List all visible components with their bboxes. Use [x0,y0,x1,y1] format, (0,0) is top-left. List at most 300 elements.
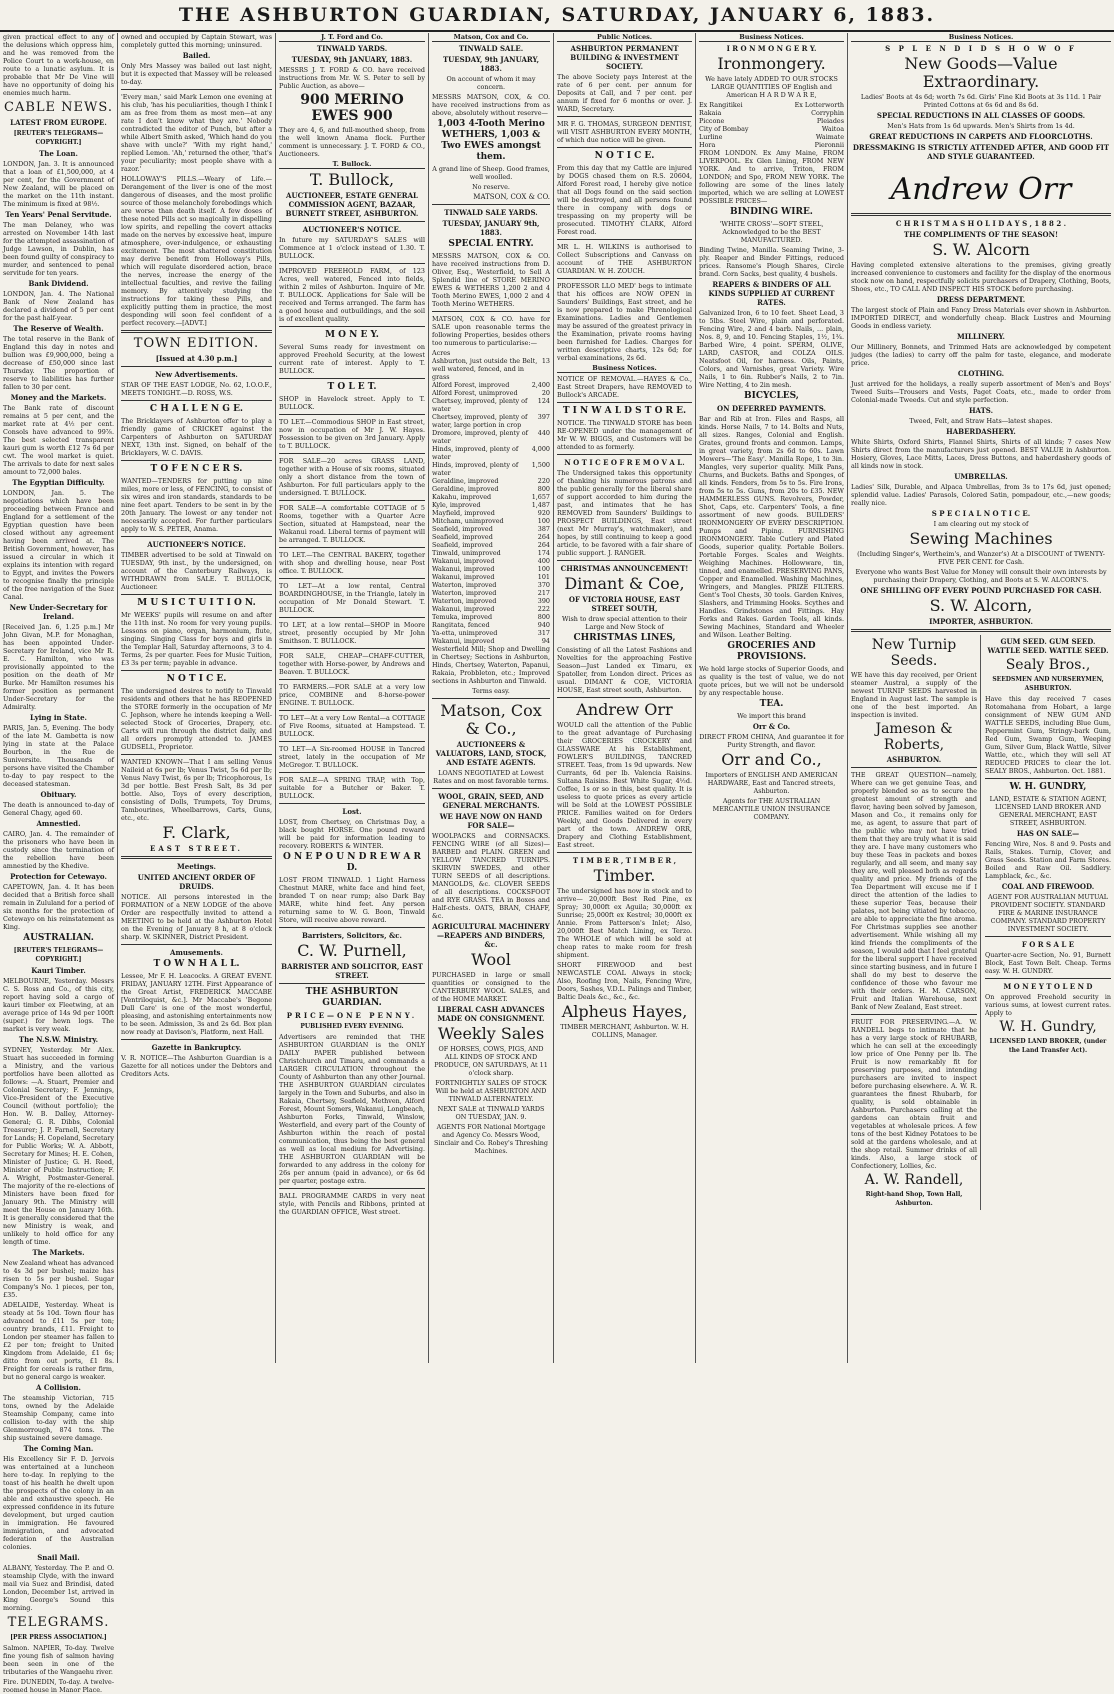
article-heading: New Under-Secretary for Ireland. [9,603,108,621]
advertisement-text: Everyone who wants Best Value for Money will consult their own interests by purchasing their Drapery, Clothing, and Boots at S. W. ALCORN'S. [855,568,1107,584]
advertisement-text: Having completed extensive alterations to the premises, giving greatly increased convenience to customers and facility for the display of the enormous stock now on hand, respectfully solicits purchasers of Drapery, Clothing, Boots, Shoes, etc., TO CALL AND INSPECT HIS STOCK before purchasing. [851,261,1111,293]
divider [557,116,692,117]
signature-text: Andrew Orr [890,172,1072,207]
credit-line: [REUTER'S TELEGRAMS—COPYRIGHT.] [13,947,104,963]
advertisement-text: Importers of ENGLISH AND AMERICAN HARDWARE, East and Tancred streets, Ashburton. [705,771,838,795]
ad-subtitle: LICENSED LAND BROKER, (under the Land Transfer Act). [989,1038,1107,1054]
column-town-edition [118,33,276,1363]
advertisement-text: FOR SALE—20 acres GRASS LAND, together with a House of six rooms, situated only a short distance from the town of Ashburton. For full particulars apply to the undersigned. T. BULLOCK. [279,457,425,497]
divider [121,330,272,333]
advertisement-text: LOANS NEGOTIATED at Lowest Rates and on most favorable terms. [433,769,549,785]
advertisement-text: PROFESSOR LLO MED' begs to intimate that his offices are NOW OPEN in Saunders' Buildings, East street, and he is now prepared to make Phrenological Examinations. Ladies and Gentlemen may be assured of the greatest privacy in the Examination, private rooms having been furnished for Ladies. Charges for written descriptive charts, 12s 6d; for verbal examinations, 2s 6d. [557,282,692,362]
ad-heading: WOOL, GRAIN, SEED, AND GENERAL MERCHANTS. [438,792,544,810]
divider [279,326,425,327]
article-text: The total reserve in the Bank of England this day in notes and bullion was £9,900,000, being a decrease of £50,000 since last Thursday. The proportion of reserve to liabilities has further fallen to 30 per cent. [3,335,114,391]
article-text: LONDON, Jan. 4. The National Bank of New Zealand has declared a dividend of 5 per cent for the past half-year. [3,290,114,322]
divider [121,460,272,461]
advertisement-text: We hold large stocks of Superior Goods, and as quality is the test of value, we do not quote prices, but we will not be undersold by any respectable house. [699,665,844,697]
article-heading: The Reserve of Wealth. [13,324,104,333]
list-item: Dromore, improved, plenty of water 440 [432,429,550,445]
ad-date: TUESDAY, JANUARY 9th, 1883. [442,219,540,237]
advertisement-text: V. R. NOTICE—The Ashburton Guardian is a Gazette for all notices under the Debtors and Creditors Acts. [121,1054,272,1078]
article-heading: The Markets. [32,1248,85,1257]
advertisement-text: Westerfield Mill; Shop and Dwelling in Chertsey; Sections in Ashburton, Hinds, Chertsey, Waterton, Papanui, Rakaia, Probbleton, etc.; Improved sections in Ashburton and Tinwald. [432,645,550,685]
divider [557,454,692,455]
ad-subtitle: PUBLISHED EVERY EVENING. [300,1023,404,1030]
list-item: Tinwald, unimproved 174 [432,549,550,557]
ad-subtitle: THE COMPLIMENTS OF THE SEASON! [903,230,1059,239]
section-heading: TELEGRAMS. [7,1615,110,1630]
article-text: His Excellency Sir F. D. Jervois was entertained at a luncheon here to-day. In replying to the toast of his health he dwelt upon the prospects of the colony in an able and exhaustive speech. He expressed confidence in its future development, but urged caution in immigration. He favoured immigration, and advocated federation of the Australian colonies. [3,1455,114,1551]
advertisement-text: FOR SALE, CHEAP—CHAFF-CUTTER, together with Horse-power, by Andrews and Beaven. T. BULLOCK. [279,652,425,676]
article-heading: The Loan. [39,149,78,158]
advertisement-text: TIMBER MERCHANT, Ashburton. W. H. COLLINS, Manager. [560,1023,689,1039]
divider [985,978,1111,979]
ad-name: W. H. Gundry, [999,1019,1097,1035]
advertisement-text: 'WHITE CROSS'—SOFT STEEL, Acknowledged to be the BEST MANUFACTURED. [719,220,824,244]
advertisement-text: Ladies' Boots at 4s 6d; worth 7s 6d. Girls' Fine Kid Boots at 3s 11d. 1 Pair Printed Cottons at 6s 6d and 8s 6d. [860,93,1102,109]
article-text: The Bank rate of discount remains at 5 per cent, and the market rate at 4½ per cent. Consols have advanced to 99⅞. The best selected transparent kauri gum is worth £12 7s 6d per cwt. The wool market is quiet. The arrivals to date for next sales amount to 72,000 bales. [3,404,114,476]
ad-name: Dimant & Coe, [564,574,685,593]
advertisement-text: Several Sums ready for investment on approved Freehold Security, at the lowest current rate of interest. Apply to T. BULLOCK. [279,343,425,375]
ad-name: S. W. Alcorn [932,240,1030,259]
advertisement-text: The undersigned desires to notify to Tinwald residents and others that he has REOPENED the STORE formerly in the occupation of Mr C. Jephson, where he intends keeping a Well-selected Stock of Groceries, Drapery, etc. Carts will run through the district daily, and all orders promptly attended to. JAMES GUDSELL, Proprietor. [121,687,272,751]
advertisement-text: Have this day received 7 cases Rotomahana from Hobart, a large consignment of NEW GUM AND WATTLE SEEDS, including Blue Gum, Peppermint Gum, Stringy-bark Gum, Red Gum, Swamp Gum, Weeping Gum, Silver Gum, Black Wattle, Silver Wattle, etc., which they will sell AT REDUCED PRICES to clear the lot. SEALY BROS., Ashburton. Oct. 1881. [985,695,1111,775]
ad-heading: HATS. [968,406,994,415]
article-text: Fire. DUNEDIN, To-day. A twelve-roomed house in Manor Place. [3,1678,114,1694]
article-heading: Bailed. [182,51,211,60]
advertisement-text: NOTICE. All persons interested in the FORMATION of a NEW LODGE of the above Order are respectfully invited to attend a MEETING to be held at the Ashburton Hotel on the Evening of January 8 h, at 8 o'clock sharp. W. SKINNER, District President. [121,893,272,941]
advertisement-text: From this day that my Cattle are injured by DOGS chased them on R.S. 20604, Alford Forest road, I hereby give notice that all Dogs found on the said section will be destroyed, and all persons found there in company with dogs or trespassing on my property will be prosecuted. TIMOTHY CLARK, Alford Forest road. [557,164,692,236]
ad-name: Jameson & Roberts, [875,721,953,753]
ad-date: TUESDAY, 9th JANUARY, 1883. [291,55,413,64]
ad-date: TUESDAY, 9th JANUARY, 1883. [442,55,540,73]
section-heading: CABLE NEWS. [4,100,113,115]
ad-name: New Turnip Seeds. [871,637,957,669]
article-intro: given practical effect to any of the delusions which oppress him, and he was removed from the Police Court to a work-house, en route to a lunatic asylum. It is probable that Mr De Vine will have no opportunity of doing his enemies much harm. [3,33,114,97]
advertisement-text: LAND, ESTATE & STATION AGENT, LICENSED LAND BROKER AND GENERAL MERCHANT, EAST STREET, ASHBURTON. [989,795,1107,827]
advertisement-text: PURCHASED in large or small quantities or consigned to the CANTERBURY WOOL SALES, and of the HOME MARKET. [432,971,550,1003]
article-text: Only Mrs Massey was bailed out last night, but it is expected that Massey will be released to-day. [121,62,272,86]
divider [121,536,272,537]
ad-column-right [985,635,1111,1210]
ad-heading: HABERDASHERY. [946,427,1016,436]
ad-heading: UNITED ANCIENT ORDER OF DRUIDS. [137,873,256,891]
divider [279,983,425,984]
list-item: Seafield, improved 387 [432,525,550,533]
advertisement-text: Wish to draw special attention to their Large and New Stock of [562,615,687,631]
divider [851,629,1111,632]
ad-name: Timber. [593,866,656,885]
ad-subtitle: OF VICTORIA HOUSE, EAST STREET SOUTH, [568,595,681,613]
divider [279,221,425,222]
article-text: 'Every man,' said Mark Lemon one evening at his club, 'has his peculiarities, though I think I am as free from them as most men—at any rate I don't know what they are.' Nobody contradicted the editor of Punch, but after a while Albert Smith asked, 'Which hand do you shave with uncle?' 'With my right hand,' replied Lemon. 'Ah,' returned the other, 'that's your peculiarity; most people shave with a razor.' [121,93,273,173]
section-heading: Meetings. [177,862,216,871]
advertisement-text: LOST, from Chertsey, on Christmas Day, a black bought HORSE. One pound reward will be paid for information leading to recovery. ROBERTS & WINTER. [279,818,425,850]
advertisement-text: (Including Singer's, Wertheim's, and Wanzer's) At a DISCOUNT of TWENTY-FIVE PER CENT. for Cash. [857,550,1105,566]
ad-heading: CLOTHING. [957,369,1005,378]
list-item: Ex Rangitikei Ex Lotterworth [699,101,844,109]
advertisement-text: MATSON, COX & CO. have for SALE upon reasonable terms the following Properties, besides others too numerous to particularise:— [432,315,550,347]
ad-price: PRICE—ONE PENNY. [286,1011,418,1020]
advertisement-text: Galvanized Iron, 6 to 10 feet. Sheet Lead, 3 to 5lbs. Steel Wire, plain and perforated. Fencing Wire, 2 and 4 barb. Nails, ... plain, Nos. 8, 9, and 10. Fencing Staples, 1½, 1¾. Barbed Wire, 4 point. SPERM, OLIVE, LARD, CASTOR, and COLZA OILS. Neatsfoot Oil, for harness. Oils, Paints, Colors, and Varnishes, great Variety. Wire Nails, 1 to 6in. Rubber's Nails, 2 to 7in. Wire Netting, 4 to 2in mesh. [699,309,844,389]
list-item: Geraldine, improved 800 [432,485,550,493]
advertisement-text: TO LET—A Six-roomed HOUSE in Tancred street, lately in the occupation of Mr McGregor. T. BULLOCK. [279,745,425,769]
ad-highlight: CHRISTMAS LINES, [573,633,676,643]
ship-list [699,101,844,149]
ad-name: Weekly Sales [437,1024,545,1043]
ad-heading: GREAT REDUCTIONS IN CARPETS AND FLOORCLOTHS. [869,132,1093,141]
ad-heading: DRESSMAKING IS STRICTLY ATTENDED AFTER, AND GOOD FIT AND STYLE GUARANTEED. [852,143,1110,161]
article-text: LONDON, Jan. 3. It is announced that a loan of £1,500,000, at 4 per cent, for the Government of New Zealand, will be placed on the market on the 11th instant. The minimum is fixed at 98½. [3,160,114,208]
divider [279,803,425,804]
list-item: Rangitata, fenced 940 [432,621,550,629]
divider [121,670,272,671]
article-text: LONDON, Jan. 5. The negotiations which have been proceeding between France and England for a settlement of the Egyptian question have been closed without any agreement having been arrived at. The British Government, however, has issued a circular in which it explains its intention with regard to Egypt, and invites the Powers to recognise finally the principle of the free navigation of the Suez Canal. [3,489,114,601]
divider [279,1188,425,1189]
ad-subtitle: AUCTIONEERS & VALUATORS, LAND, STOCK, AND ESTATE AGENTS. [435,740,547,767]
article-heading: Protection for Cetewayo. [10,872,107,881]
advertisement-text: The largest stock of Plain and Fancy Dress Materials ever shown in Ashburton. IMPORTED DIRECT, and wonderfully cheap. Black Lustres and Mourning Goods in endless variety. [851,306,1111,330]
list-item: Chertsey, improved, plenty of water 124 [432,397,550,413]
divider [985,778,1111,779]
advertisement-text: A grand line of Sheep. Good frames, well woolled. [432,165,550,181]
ad-subtitle: BARRISTER AND SOLICITOR, EAST STREET. [281,962,423,980]
divider [985,936,1111,937]
section-heading: Barristers, Solicitors, &c. [301,931,402,940]
divider [557,697,692,698]
advertisement-text: Ladies' Silk, Durable, and Alpaca Umbrellas, from 3s to 17s 6d, just opened; splendid value. Ladies' Parasols, Colored Satin, pompadour, etc.,—new goods; really nice. [851,483,1111,507]
section-heading: AUSTRALIAN. [23,933,94,943]
ad-heading: T I M B E R , T I M B E R , [572,856,677,865]
article-heading: Obituary. [40,790,77,799]
advertisement-text: White Shirts, Oxford Shirts, Flannel Shirts, Shirts of all kinds; 7 cases New Shirts direct from the manufacturers just opened. BEST VALUE in Ashburton. Hosiery, Gloves, Lace Mitts, Laces, Dress Buttons, and haberdashery goods of all kinds now in stock. [851,438,1111,470]
advertisement-text: TO LET.—Commodious SHOP in East street, now in occupation of Mr J. W. Hayes. Possession to be given on 3rd January. Apply to T. BULLOCK. [279,418,425,450]
list-item: Chertsey, improved, plenty of water, large portion in crop 397 [432,413,550,429]
section-heading: Lost. [342,807,362,816]
article-text: ALBANY, Yesterday. The P. and O. steamship Clyde, with the inward mail via Suez and Brindisi, dated London, December 1st, arrived in King George's Sound this morning. [3,1564,114,1612]
list-item: Wakanui, improved 101 [432,573,550,581]
article-text: The death is announced to-day of General Chagy, aged 60. [3,801,114,817]
ad-heading: AUCTIONEER'S NOTICE. [147,540,246,549]
advertisement-text: SHORT FIREWOOD and best NEWCASTLE COAL Always in stock; Also, Roofing Iron, Nails, Fencing Wire, Doors, Sashes, V.D.L. Palings and Timber, Baltic Deals &c., &c., &c. [557,961,692,1001]
article-heading: The N.S.W. Ministry. [18,1035,99,1044]
list-item: Wakanui, improved 222 [432,605,550,613]
ad-heading: BICYCLES, [744,391,799,401]
ad-heading: COAL AND FIREWOOD. [1001,882,1095,891]
advertisement-text: In future my SATURDAY'S SALES will Commence at 1 o'clock instead of 1.30. T. BULLOCK. [279,236,425,260]
advertisement-text: Binding Twine, Manilla. Seaming Twine, 3-ply. Reaper and Binder Fittings, reduced prices. Ransome's Plough Shares, Circle brand. Corn Sacks, best quality, 4 bushels. [699,246,844,278]
advertisement-text: Just arrived for the holidays, a really superb assortment of Men's and Boys' Tweed Suits—Trousers and Vests, Paget Coats, etc., made to order from Colonial-made Tweeds. Cut and style perfection. [851,380,1111,404]
credit-line: [REUTER'S TELEGRAMS—COPYRIGHT.] [13,130,104,146]
divider [121,754,272,755]
list-item: Kyle, improved 1,487 [432,501,550,509]
article-heading: Bank Dividend. [28,279,89,288]
divider [279,414,425,415]
column-alcorn [848,33,1114,1363]
ad-heading: BINDING WIRE. [730,207,813,217]
ad-highlight: 900 MERINO EWES 900 [300,92,404,124]
ad-subtitle: SEEDSMEN AND NURSERYMEN, ASHBURTON. [992,676,1104,692]
advertisement-text: Lessee, Mr F. H. Leacocks. A GREAT EVENT. FRIDAY, JANUARY 12TH. First Appearance of the Great Artist, FREDERICK MACCABE [Ventriloquist, &c.]. Mr Maccabe's 'Begone Dull Care' is one of the most wonderful, pleasing, and astonishing entertainments now to be seen. Admission, 3s and 2s 6d. Box plan now ready at Davison's, Platform, next Hall. [121,972,272,1036]
advertisement-text: FROM LONDON. Ex Amy Maine, FROM LIVERPOOL. Ex Glen Lining, FROM NEW YORK. And to arrive, Triton, FROM LONDON; and Spo, FROM NEW YORK. The following are some of the lines lately imported, which we are selling at LOWEST POSSIBLE PRICES— [699,149,844,205]
advertisement-text: No reserve. [472,183,510,191]
article-text: PARIS, Jan. 5, Evening. The body of the late M. Gambetta is now lying in state at the Palace Bourbon, in the Rue de Suniversite. Thousands of persons have visited the Chamber to-day to pay respect to the deceased statesman. [3,724,114,788]
advertisement-text: NOTICE OF REMOVAL.—HAYES & Co., East Street Drapers, have REMOVED to Bullock's ARCADE. [557,375,692,399]
article-text: Salmon. NAPIER, To-day. Twelve fine young fish of salmon having been seen in one of the tributaries of the Wangaehu river. [3,1644,114,1676]
advertisement-text: TO FARMERS.—FOR SALE at a very low price, COMBINE and 8-horse-power ENGINE. T. BULLOCK. [279,683,425,707]
advertisement-text: WANTED KNOWN—That I am selling Venus Naileid at 6s per lb; Venus Twist, 5s 6d per lb; Venus Navy Twist, 6s per lb; Tricophorous, 1s 3d per bottle. Best Fresh Salt, 8s 3d per bottle. Also, Toys of every description, consisting of Dolls, Trumpets, Toy Drums, Tambourines, Wheelbarrows, Carts, Guns, etc., etc. [121,758,272,822]
column-matson-cox [429,33,554,1363]
article-heading: The Coming Man. [23,1444,94,1453]
divider [121,366,272,367]
ad-heading: M O N E Y T O L E N D [1003,982,1093,991]
ad-subtitle: Right-hand Shop, Town Hall, Ashburton. [865,1191,963,1207]
advertisement-text: We have lately ADDED TO OUR STOCKS LARGE QUANTITIES OF English and American H A R D W A R E, [705,75,838,99]
article-heading: Money and the Markets. [10,393,107,402]
ad-name: Matson, Cox & Co., [440,701,542,738]
advertisement-text: MESSRS MATSON, COX, & CO. have received instructions from as above, absolutely without reserve— [432,93,550,117]
divider [557,239,692,240]
divider [121,944,272,945]
article-heading: The Egyptian Difficulty. [12,478,105,487]
advertisement-text: THE GREAT QUESTION—namely, Where can we get genuine Teas, and properly blended so as to secure the greatest amount of strength and flavor, having been solved by Jameson, Mason and Co., it remains only for me, as agent, to assure that part of the public who may not have tried them that they are truly what it is said they are. I have many customers who buy these Teas in packets and boxes regularly, and all seem, and many say they are, well pleased both as regards quality and price. My friends of the Tea Department will excuse me if I direct the attention of the ladies to these superior Teas, because their palates, not being vitiated by tobacco, are able to appreciate the fine aroma. For Christmas supplies see another advertisement. While wishing all my kind friends the compliments of the season, I would add that I feel grateful for the liberal support I have received since starting business, and in future I shall do my best to deserve the confidence of those who favour me with their orders. H. M. CARSON, Fruit and Italian Warehouse, next Bank of New Zealand, East street. [851,771,977,1011]
advertisement-text: MESSRS MATSON, COX & CO. have received instructions from D. Oliver, Esq., Westerfield, to Sell A Splendid line of STORE MERINO EWES & WETHERS 1,200 2 and 4 Tooth Merino EWES, 1,000 2 and 4 Tooth Merino WETHERS. [432,252,550,308]
ad-subtitle: IMPORTER, ASHBURTON. [929,617,1033,626]
ad-name: Sealy Bros., [1005,657,1091,673]
article-text: SYDNEY, Yesterday. Mr Alex. Stuart has succeeded in forming a Ministry, and the various portfolios have been allotted as follows: —A. Stuart, Premier and Colonial Secretary; F. Jennings, Vice-President of the Executive Council (without portfolio); the Hon. W. B. Dalley, Attorney-General; G. R. Dibbs, Colonial Treasurer; J. P. Farnell, Secretary for Lands; H. Copeland, Secretary for Public Works; W. A. Abbott, Secretary for Mines; H. E. Cohen, Minister of Justice; G. H. Reed, Minister of Public Instruction; F. A. Wright, Postmaster-General. The majority of the re-elections of Ministers have been fixed for January 9th. The Ministry will meet the House on January 16th. It is generally considered that the new Ministry is weak, and unlikely to hold office for any length of time. [3,1046,115,1246]
ad-name: Alpheus Hayes, [561,1002,688,1021]
article-heading: Lying in State. [30,713,87,722]
ad-signature: MATSON, COX & CO. [473,193,550,201]
article-text: MELBOURNE, Yesterday. Messrs C. S. Ross and Co., of this city, report having sold a cargo of kauri timber ex Fleetwing, at an average price of 14s 9d per 100ft (super.) for hewn logs. The market is very weak. [3,977,114,1033]
advertisement-text: Our Millinery, Bonnets, and Trimmed Hats are acknowledged by competent judges (the ladies) to carry off the palm for taste, elegance, and moderate price. [851,343,1111,367]
advertisement-text: OF HORSES, COWS, PIGS, AND ALL KINDS OF STOCK AND PRODUCE, ON SATURDAYS, At 11 o'clock sharp. [434,1045,548,1077]
column-news [0,33,118,1694]
ad-heading: WE HAVE NOW ON HAND FOR SALE— [439,812,543,830]
ad-subtitle: EAST STREET. [150,844,243,853]
advertisement-text: Advertisers are reminded that THE ASHBURTON GUARDIAN is the ONLY DAILY PAPER published between Christchurch and Timaru, and commands a LARGER CIRCULATION throughout the County of Ashburton than any other Journal. THE ASHBURTON GUARDIAN circulates largely in the Town and Suburbs, and also in Rakaia, Chertsey, Seafield, Methven, Alford Forest, Mount Somers, Wakanui, Longbeach, Ashburton Forks, Tinwald, Winslow, Westerfield, and every part of the County of Ashburton within the reach of postal communication, thus being the best general as well as local medium for Advertising. THE ASHBURTON GUARDIAN will be forwarded to any address in the colony for 26s per annum (paid in advance), or 6s 6d per quarter, postage extra. [279,1033,425,1185]
advertisement-text: Quarter-acre Section, No. 91, Burnett Block, East Town Belt. Cheap. Terms easy. W. H. GUNDRY. [985,951,1111,975]
list-item: Hinds, improved, plenty of water 4,000 [432,445,550,461]
divider [279,772,425,773]
ad-heading: GROCERIES AND PROVISIONS. [727,641,816,662]
ad-heading: I R O N M O N G E R Y. [726,44,817,53]
divider [432,204,550,205]
column-ironmongery [696,33,848,1363]
ad-heading: MILLINERY. [956,332,1005,341]
ad-heading: T O L E T. [327,382,377,392]
ad-name: Sewing Machines [909,529,1053,548]
section-subheading: [Issued at 4.30 p.m.] [155,354,238,363]
advertisement-text: I am clearing out my stock of [933,520,1029,528]
advertisement-text: Mr WEEKS' pupils will resume on and after the 11th inst. No room for very young pupils. Lessons on piano, organ, harmonium, flute, singing. Singing Class for boys and girls in the Templar Hall, Saturday afternoons, 3 to 4. Terms, 2s per quarter. Fees for Music Tuition, £3 3s per term; payable in advance. [121,611,272,667]
advertisement-text: FOR SALE—A SPRING TRAP, with Top, suitable for a Butcher or Baker. T. BULLOCK. [279,776,425,800]
credit-line: [PER PRESS ASSOCIATION.] [10,1634,107,1641]
list-item: Wakanui, improved 400 [432,557,550,565]
divider [279,578,425,579]
advertisement-text: MR F. G. THOMAS, SURGEON DENTIST, will VISIT ASHBURTON EVERY MONTH, of which due notice will be given. [557,120,692,144]
article-text: The man Delaney, who was arrested on November 14th last for the attempted assassination of Judge Lawson, in Dublin, has been found guilty of conspiracy to murder, and sentenced to penal servitude for ten years. [3,221,114,277]
advertisement-text: The above Society pays Interest at the rate of 6 per cent. per annum for Deposits at Call, and 7 per cent. per annum if fixed for 6 months or over. J. WARD, Secretary. [557,73,692,113]
advertisement-text: AGENTS FOR National Mortgage and Agency Co. Messrs Wood, Sinclair and Co. Robey's Threshing Machines. [434,1123,548,1155]
list-item: Rakaia Corryphin [699,109,844,117]
ad-heading: LIBERAL CASH ADVANCES MADE ON CONSIGNMENT. [437,1005,545,1023]
ad-name: New Goods—Value Extraordinary. [904,54,1058,91]
ad-name: Wool [471,950,511,969]
list-item: Seafield, improved 264 [432,541,550,549]
article-heading: A Collision. [36,1383,81,1392]
divider [557,402,692,403]
list-item: Ashburton, just outside the Belt, well watered, fenced, and in grass 13 [432,357,550,381]
advertisement-text: LOST FROM TINWALD. 1 Light Harness Chestnut MARE, white face and hind feet, branded T on near rump; also Dark Bay MARE, white hind feet. Any person returning same to W. G. Boon, Tinwald Store, will receive above reward. [279,876,425,924]
column-ford-bullock [276,33,429,1363]
advertisement-text: FOR SALE—A comfortable COTTAGE of 5 Rooms, together with a Quarter Acre Section, situated at Hampstead, near the Wakanui road. Liberal terms of payment will be arranged. T. BULLOCK. [279,504,425,544]
advertisement-text: AGENT FOR AUSTRALIAN MUTUAL PROVIDENT SOCIETY. STANDARD FIRE & MARINE INSURANCE COMPANY. STANDARD PROPERTY INVESTMENT SOCIETY. [987,893,1109,933]
ad-heading: S P E C I A L N O T I C E. [931,509,1031,518]
divider [557,147,692,148]
section-heading: Gazette in Bankruptcy. [151,1043,242,1052]
column-header: Business Notices. [699,33,844,42]
ad-heading: UMBRELLAS. [954,472,1008,481]
article-text: CAPETOWN, Jan. 4. It has been decided that a British force shall remain in Zululand for a period of six months for the protection of Cetewayo on his reinstatement as King. [3,883,114,931]
divider [279,617,425,618]
ad-heading: S P L E N D I D S H O W O F [885,44,1077,53]
list-item: Piccone Pleiades [699,117,844,125]
ad-name: F. Clark, [162,823,231,842]
advertisement-text: The undersigned has now in stock and to arrive— 20,000ft Best Red Pine, ex Spray; 30,000ft ex Aguila; 30,000ft ex Sunrise; 25,000ft ex Kestrel; 30,000ft ex Annie. From Patterson's Inlet; Also, 20,000ft Best Match Lining, ex Terzo. The WHOLE of which will be sold at cheap rates to make room for fresh shipment. [557,887,692,959]
masthead [0,0,1114,32]
ad-heading: M U S I C T U I T I O N. [137,598,256,608]
column-header: Business Notices. [851,33,1111,42]
signature-graphic [851,165,1111,209]
advertisement-text: TO LET—At a low rental, Central BOARDINGHOUSE, in the Triangle, lately in occupation of Mr Donald Stewart. T. BULLOCK. [279,582,425,614]
divider [279,648,425,649]
divider [279,378,425,379]
section-heading: TOWN EDITION. [133,336,260,351]
list-item: Waterton, improved 390 [432,597,550,605]
advertisement-text: FRUIT FOR PRESERVING.—A. W. RANDELL begs to intimate that he has a very large stock of RHUBARB, which he can sell at the exceedingly low price of One Penny per lb. The Fruit is now remarkably fit for preserving purposes, and intending purchasers are invited to inspect before purchasing elsewhere. A. W. R. guarantees the finest Rhubarb, for quality, is sold obtainable in Ashburton. Purchasers calling at the gardens can obtain fruit and vegetables at wholesale prices. A few tons of the best Kidney Potatoes to be sold at the gardens wholesale, and at the shop retail. Summer drinks of all kinds. Also, a large stock of Confectionery, Lollies, &c. [851,1018,977,1170]
divider [851,767,977,768]
divider [279,741,425,742]
ad-heading: T I N W A L D S T O R E. [562,406,687,416]
ad-heading: F O R S A L E [1021,940,1075,949]
brand-stamp: Orr & Co. [752,722,791,731]
divider [121,594,272,595]
two-column-ads [851,635,1111,1210]
advertisement-text: TO LET—At a very Low Rental—a COTTAGE of Five Rooms, situated at Hampstead. T. BULLOCK. [279,714,425,738]
ad-heading: AUCTIONEER'S NOTICE. [302,225,402,234]
advertisement-text: On account of whom it may concern. [446,75,536,91]
list-item: Geraldine, improved 220 [432,477,550,485]
advertisement-text: WOULD call the attention of the Public to the great advantage of Purchasing their GROCERIES CROCKERY and GLASSWARE At his Establishment, FOWLER'S BUILDINGS, TANCRED STREET. Teas, from 1s 9d upwards. New Currants, 6d per lb. Valencia Raisins. Sultana Raisins. Best White Sugar, 4½d. Coffee, 1s or so in this, best quality. It is useless to quote prices as every article will be Sold at the LOWEST POSSIBLE PRICE. Families waited on for Orders Weekly, and Goods Delivered in every part of the town. ANDREW ORR, Drapery and Clothing Establishment, East street. [557,721,692,849]
list-item: Wakanui, improved 94 [432,637,550,645]
ad-heading: C H A L L E N G E. [149,404,244,414]
advertisement-text: WANTED—TENDERS for putting up nine miles, more or less, of FENCING, to consist of six wires and iron standards, standards to be nine feet apart. Tenders to be sent in by the 20th January. The lowest or any tender not necessarily accepted. For further particulars apply to W. S. PETER, Anama. [121,477,272,533]
ad-name: C. W. Purnell, [297,941,407,960]
ad-name: A. W. Randell, [864,1172,964,1188]
article-heading: Snail Mail. [37,1553,80,1562]
advertisement-text: Consisting of all the Latest Fashions and Novelties for the approaching Festive Season—Just Landed ex Timaru, ex Spatoller, from London direct. Prices as usual. DIMANT & COE, VICTORIA HOUSE, East street south, Ashburton. [557,646,692,694]
article-heading: Ten Years' Penal Servitude. [5,210,112,219]
divider [851,213,1111,216]
ad-heading: DRESS DEPARTMENT. [936,295,1026,304]
divider [279,500,425,501]
advertisement-text: BALL PROGRAMME CARDS in very neat style, with Pencils and Ribbons, printed at the GUARDIAN OFFICE, West street. [279,1192,425,1216]
ad-heading: ASHBURTON PERMANENT BUILDING & INVESTMENT SOCIETY. [570,44,679,71]
ad-heading: T O W N H A L L. [153,959,240,969]
advertisement-text: Men's Hats from 1s 6d upwards. Men's Shirts from 1s 4d. [887,122,1075,130]
list-item: Alford Forest, improved 2,400 [432,381,550,389]
ad-name: S. W. Alcorn, [929,596,1033,615]
article-text: owned and occupied by Captain Stewart, was completely gutted this morning; uninsured. [121,33,272,49]
advertisement-text: Fencing Wire, Nos. 8 and 9. Posts and Rails, Stakes. Turnip, Clover, and Grass Seeds. Station and Farm Stores. Boiled and Raw Oil. Saddlery. Lampblack, &c., &c. [985,840,1111,880]
advertisement-text: NOTICE. The TINWALD STORE has been RE-OPENED under the management of Mr W. W. BIGGS, and Customers will be attended to as formerly. [557,419,692,451]
ad-heading: AGRICULTURAL MACHINERY—REAPERS AND BINDERS, &c. [432,922,550,949]
column-header: Matson, Cox and Co. [432,33,550,42]
column-header: Public Notices. [557,33,692,42]
column-header: Business Notices. [557,364,692,373]
article-text: CAIRO, Jan. 4. The remainder of the prisoners who have been in custody since the termination of the rebellion have been amnestied by the Khedive. [3,830,114,870]
column-header: J. T. Ford and Co. [279,33,425,42]
advertisement-text: STAR OF THE EAST LODGE, No. 62, I.O.O.F., MEETS TONIGHT.—D. ROSS, W.S. [121,381,272,397]
ad-subtitle: ASHBURTON. [886,755,942,764]
ad-heading: TINWALD SALE YARDS. [444,208,538,217]
advertisement-text: TO LET.—The CENTRAL BAKERY, together with shop and dwelling house, near Post office. T. BULLOCK. [279,551,425,575]
advertisement-text: WE have this day received, per Orient steamer Austral, a supply of the newest TURNIP SEEDS harvested in England in August last. The sample is one of the best imported. An inspection is invited. [851,671,977,719]
divider [557,852,692,853]
advertisement-text: TO LET, at a low rental—SHOP in Moore street, presently occupied by Mr John Smithson. T. BULLOCK. [279,621,425,645]
ad-column-left [851,635,981,1210]
list-item: City of Bombay Waitoa [699,125,844,133]
ad-heading: CHRISTMAS ANNOUNCEMENT! [560,564,689,573]
divider [279,547,425,548]
ad-heading: C H R I S T M A S H O L I D A Y S , 1 8 8 2 . [895,219,1067,228]
divider [121,400,272,401]
ad-heading: N O T I C E O F R E M O V A L. [564,458,685,467]
advertisement-text: SHOP in Havelock street. Apply to T. BULLOCK. [279,395,425,411]
advertisement-text: HOLLOWAY'S PILLS.—Weary of Life.—Derangement of the liver is one of the most dangerous of diseases, and the most prolific source of those melancholy forebodings which are worse than death itself. A few doses of these noted Pills act so magically in dispelling low spirits, and repelling the covert attacks made on the nerves by excessive heat, impure atmosphere, over-indulgence, or exhausting excitement. The most shattered constitution may derive benefit from Holloway's Pills, which will regulate disordered action, brace the nerves, increase the energy of the intellectual faculties, and revive the failing memory. By attentively studying the instructions for taking these Pills, and explicitly putting them in practice, the most desponding will soon feel confident of a perfect recovery.—[ADVT.] [121,175,272,327]
ad-heading: ONE SHILLING OFF EVERY POUND PURCHASED FOR CASH. [860,586,1102,595]
ad-heading: GUM SEED. GUM SEED. WATTLE SEED. WATTLE SEED. [987,637,1109,655]
advertisement-text: They are 4, 6, and full-mouthed sheep, from the well known Anama flock. Further comment is unnecessary. J. T. FORD & CO., Auctioneers. [279,126,425,158]
divider [279,679,425,680]
section-heading: Amusements. [170,948,223,957]
list-item: Alford Forest, unimproved 20 [432,389,550,397]
advertisement-text: IMPROVED FREEHOLD FARM, of 123 Acres, well watered, Fenced into fields, within 2 miles of Ashburton. Inquire of Mr. T. BULLOCK. Applications for Sale will be received and Terms arranged. The farm has a good house and outbuildings, and the soil is of excellent quality. [279,267,425,323]
divider [121,89,272,90]
divider [279,453,425,454]
list-item: Waterton, improved 370 [432,581,550,589]
article-text: [Received Jan. 6, 1.25 p.m.] Mr John Givan, M.P. for Monaghan, has been appointed Under-Secretary for Ireland, vice Mr R. E. C. Hamilton, who was provisionally appointed to the position on the death of Mr Burke. Mr Hamilton resumes his former position as permanent Under-Secretary for the Admiralty. [3,623,114,711]
ad-subtitle: ON DEFERRED PAYMENTS. [717,404,826,413]
newspaper-title: THE ASHBURTON GUARDIAN, SATURDAY, JANUARY 6, 1883. [178,4,936,26]
ad-highlight: 1,003 4-Tooth Merino WETHERS, 1,003 & Two EWES amongst them. [437,119,545,162]
list-item: Mitcham, unimproved 100 [432,517,550,525]
property-list [432,349,550,645]
list-item: Kakahu, improved 1,657 [432,493,550,501]
advertisement-text: Bar and Rib at Iron. Files and Rasps, all kinds. Horse Nails, 7 to 14. Bolts and Nuts, all sizes. Ranges, Colonial and English. Grates, ground fronts and common. Lamps, in great variety, from 2s 6d to 60s. Lawn Mowers—'The Easy'. Manilla Rope, 1 to 3in. Mangles, very superior quality. Milk Pans, Churns, and Buckets. Baths and Sponges, of all kinds. Fenders, from 5s to 5s. Fire Irons, from 5s to 5s. Guns, from 20s to £35. NEW HAMMERLESS GUNS. Revolvers, Powder, Shot, Caps, etc. Carpenters' Tools, a fine assortment of new goods. BUILDERS' IRONMONGERY OF EVERY DESCRIPTION. Pumps and Piping. FURNISHING IRONMONGERY. Table Cutlery and Plated Goods, superior quality. Portable Boilers. Portable Forges. Scales and Weights. Weighing Machines. Hollowware, tin, tinned, and enamelled. PRESERVING PANS, Copper and Enamelled. Washing Machines, Wringers, and Mangles. PRIZE FILTERS. Gent's Tool Chests, 30 tools. Garden Knives, Slashers, and Trimming Hooks. Scythes and Handles. Grindstones and Fittings. Hay Forks and Rakes. Garden Tools, all kinds. Sewing Machines, Standard and Wheeler and Wilson. Leather Belting. [699,415,844,639]
ad-heading: THE ASHBURTON GUARDIAN. [305,987,399,1008]
divider [432,311,550,312]
ad-name: Ironmongery. [717,54,826,73]
advertisement-text: We import this brand [737,712,806,720]
advertisement-text: NEXT SALE at TINWALD YARDS ON TUESDAY, JAN. 9. [437,1105,545,1121]
advertisement-text: DIRECT FROM CHINA, And guarantee it for Purity Strength, and flavor. [699,733,844,749]
list-item: Temuka, improved 800 [432,613,550,621]
divider [432,788,550,789]
list-item: Lurline Waimate [699,133,844,141]
